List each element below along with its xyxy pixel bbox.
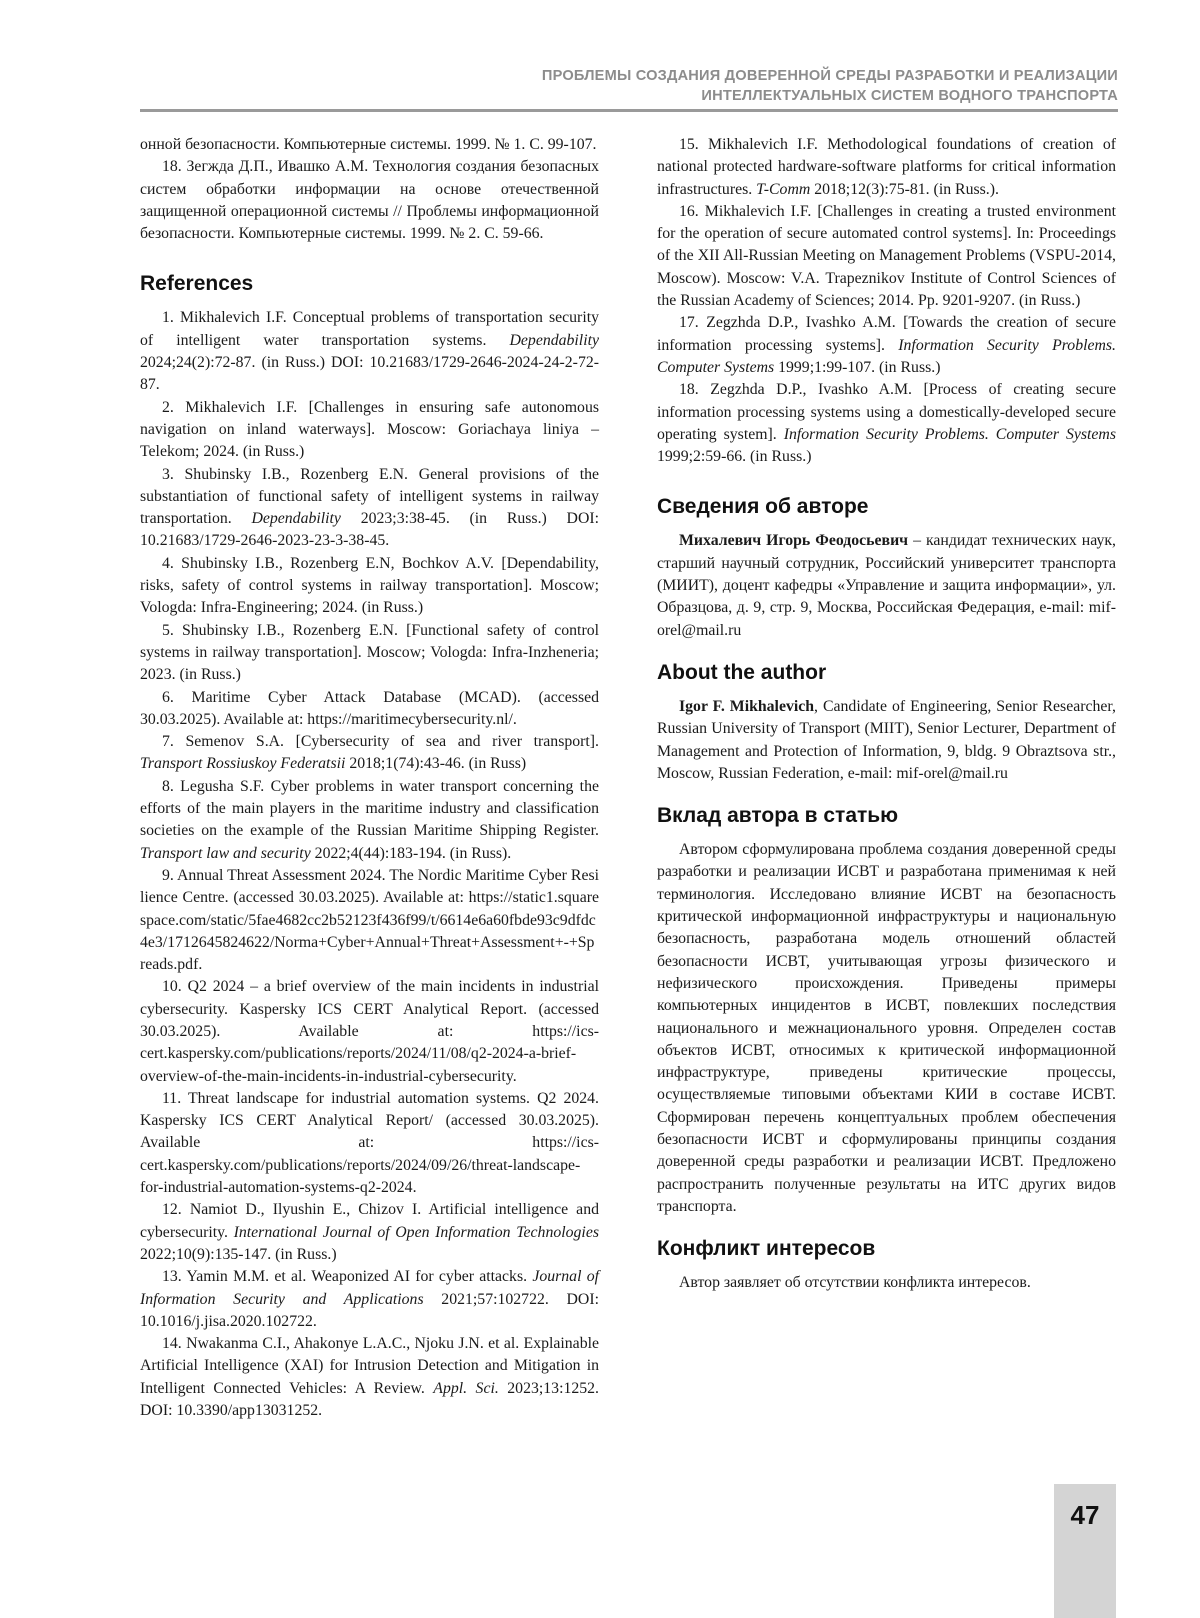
- reference-17: 17. Zegzhda D.P., Ivashko A.M. [Towards the creation of secure information processing systems]. Information Security Problems. Computer Systems 1999;1:99-107. (in Russ.): [657, 314, 1116, 376]
- author-ru-info: Михалевич Игорь Феодосьевич – кандидат технических наук, старший научный сотрудник, Российский университет транспорта (МИИТ), доцент кафедры «Управление и защита информации», ул. Образцова, д. 9, стр. 9, Москва, Российская Федерация, e-mail: mif-orel@mail.ru: [657, 532, 1116, 639]
- author-en-info: Igor F. Mikhalevich, Candidate of Engineering, Senior Researcher, Russian University of Transport (MIIT), Senior Lecturer, Department of Management and Protection of Information, 9, bldg. 9 Obraztsova str., Moscow, Russian Federation, e-mail: mif-orel@mail.ru: [657, 697, 1116, 782]
- reference-5: 5. Shubinsky I.B., Rozenberg E.N. [Functional safety of control systems in railway transportation]. Moscow; Vologda: Infra-Inzheneria; 2023. (in Russ.): [140, 621, 599, 684]
- reference-6: 6. Maritime Cyber Attack Database (MCAD). (accessed 30.03.2025). Available at: https://maritimecybersecurity.nl/.: [140, 688, 599, 728]
- references-heading: References: [140, 272, 254, 296]
- running-header: [542, 66, 1118, 106]
- reference-11: 11. Threat landscape for industrial automation systems. Q2 2024. Kaspersky ICS CERT Analytical Report/ (accessed 30.03.2025). Available at: https://ics-cert.kaspersky.com/publications/reports/2024/09/26/threat-landscape-for-industrial-automation-systems-q2-2024.: [140, 1089, 599, 1197]
- reference-1: 1. Mikhalevich I.F. Conceptual problems of transportation security of intelligent water transportation systems. Dependability 2024;24(2):72-87. (in Russ.) DOI: 10.21683/1729-2646-2024-24-2-72-87.: [140, 309, 599, 394]
- contribution-heading: Вклад автора в статью: [657, 804, 899, 828]
- reference-8: 8. Legusha S.F. Cyber problems in water transport concerning the efforts of the main players in the maritime industry and classification societies on the example of the Russian Maritime Shipping Register. Transport law and security 2022;4(44):183-194. (in Russ).: [140, 777, 599, 862]
- reference-7: 7. Semenov S.A. [Cybersecurity of sea and river transport]. Transport Rossiuskoy Federatsii 2018;1(74):43-46. (in Russ): [140, 733, 599, 773]
- reference-10: 10. Q2 2024 – a brief overview of the main incidents in industrial cybersecurity. Kaspersky ICS CERT Analytical Report. (accessed 30.03.2025). Available at: https://ics-cert.kaspersky.com/publications/reports/2024/11/08/q2-2024-a-brief-overview-of-the-main-incidents-in-industrial-cybersecurity.: [140, 978, 599, 1085]
- page-number: 47: [1070, 1500, 1100, 1530]
- reference-13: 13. Yamin M.M. et al. Weaponized AI for cyber attacks. Journal of Information Security and Applications 2021;57:102722. DOI: 10.1016/j.jisa.2020.102722.: [140, 1268, 599, 1330]
- reference-2: 2. Mikhalevich I.F. [Challenges in ensuring safe autonomous navigation on inland waterways]. Moscow: Goriachaya liniya – Telekom; 2024. (in Russ.): [140, 398, 599, 461]
- reference-4: 4. Shubinsky I.B., Rozenberg E.N, Bochkov A.V. [Dependability, risks, safety of control systems in railway transportation]. Moscow; Vologda: Infra-Engineering; 2024. (in Russ.): [140, 554, 599, 617]
- reference-16: 16. Mikhalevich I.F. [Challenges in creating a trusted environment for the operation of secure automated control systems]. In: Proceedings of the XII All-Russian Meeting on Management Problems (VSPU-2014, Moscow). Moscow: V.A. Trapeznikov Institute of Control Sciences of the Russian Academy of Sciences; 2014. Pp. 9201-9207. (in Russ.): [657, 202, 1116, 310]
- reference-9: 9. Annual Threat Assessment 2024. The Nordic Maritime Cyber Resilience Centre. (accessed 30.03.2025). Available at: https://static1.squarespace.com/static/5fae4682cc2b52123f436f99/t/6614e6a60fbde93c9dfdc4e3/1712645824622/Norma+Cyber+Annual+Threat+Assessment+-+Spreads.pdf.: [140, 866, 599, 974]
- ref-ru-17-continuation: онной безопасности. Компьютерные системы. 1999. № 1. С. 99-107.: [140, 136, 597, 153]
- left-column: [140, 134, 599, 1422]
- author-en-heading: About the author: [657, 660, 827, 684]
- running-header-line-2: ИНТЕЛЛЕКТУАЛЬНЫХ СИСТЕМ ВОДНОГО ТРАНСПОРТА: [701, 88, 1118, 104]
- right-column: [657, 134, 1116, 1294]
- header-rule: [140, 109, 1118, 112]
- reference-18: 18. Zegzhda D.P., Ivashko A.M. [Process of creating secure information processing systems using a domestically-developed secure operating system]. Information Security Problems. Computer Systems 1999;2:59-66. (in Russ.): [657, 381, 1116, 466]
- author-ru-heading: Сведения об авторе: [657, 495, 869, 519]
- reference-15: 15. Mikhalevich I.F. Methodological foundations of creation of national protected hardware-software platforms for critical information infrastructures. T-Comm 2018;12(3):75-81. (in Russ.).: [657, 136, 1116, 198]
- ref-ru-18: 18. Зегжда Д.П., Ивашко А.М. Технология создания безопасных систем обработки информации на основе отечественной защищенной операционной системы // Проблемы информационной безопасности. Компьютерные системы. 1999. № 2. С. 59-66.: [140, 158, 599, 243]
- conflict-heading: Конфликт интересов: [657, 1237, 876, 1261]
- contribution-text: Автором сформулирована проблема создания доверенной среды разработки и реализации ИСВТ и разработана применимая к ней терминология. Исследовано влияние ИСВТ на безопасность критической информационной инфраструктуры и национальную безопасность, разработана модель отношений областей безопасности ИСВТ, учитывающая угрозы физического и нефизического происхождения. Приведены примеры компьютерных инцидентов в ИСВТ, повлекших последствия национального и межнационального уровня. Определен состав объектов ИСВТ, относимых к критической информационной инфраструктуре, приведены критические процессы, осуществляемые типовыми объектами КИИ в составе ИСВТ. Сформирован перечень концептуальных проблем обеспечения безопасности ИСВТ и сформулированы принципы создания доверенной среды разработки и реализации ИСВТ. Предложено распространить полученные результаты на ИТС других видов транспорта.: [657, 841, 1116, 1215]
- conflict-text: Автор заявляет об отсутствии конфликта интересов.: [679, 1274, 1031, 1292]
- reference-14: 14. Nwakanma C.I., Ahakonye L.A.C., Njoku J.N. et al. Explainable Artificial Intelligence (XAI) for Intrusion Detection and Mitigation in Intelligent Connected Vehicles: A Review. Appl. Sci. 2023;13:1252. DOI: 10.3390/app13031252.: [140, 1335, 599, 1420]
- reference-3: 3. Shubinsky I.B., Rozenberg E.N. General provisions of the substantiation of functional safety of intelligent systems in railway transportation. Dependability 2023;3:38-45. (in Russ.) DOI: 10.21683/1729-2646-2023-23-3-38-45.: [140, 465, 600, 550]
- running-header-line-1: ПРОБЛЕМЫ СОЗДАНИЯ ДОВЕРЕННОЙ СРЕДЫ РАЗРАБОТКИ И РЕАЛИЗАЦИИ: [541, 68, 1118, 84]
- reference-12: 12. Namiot D., Ilyushin E., Chizov I. Artificial intelligence and cybersecurity. International Journal of Open Information Technologies 2022;10(9):135-147. (in Russ.): [140, 1201, 599, 1263]
